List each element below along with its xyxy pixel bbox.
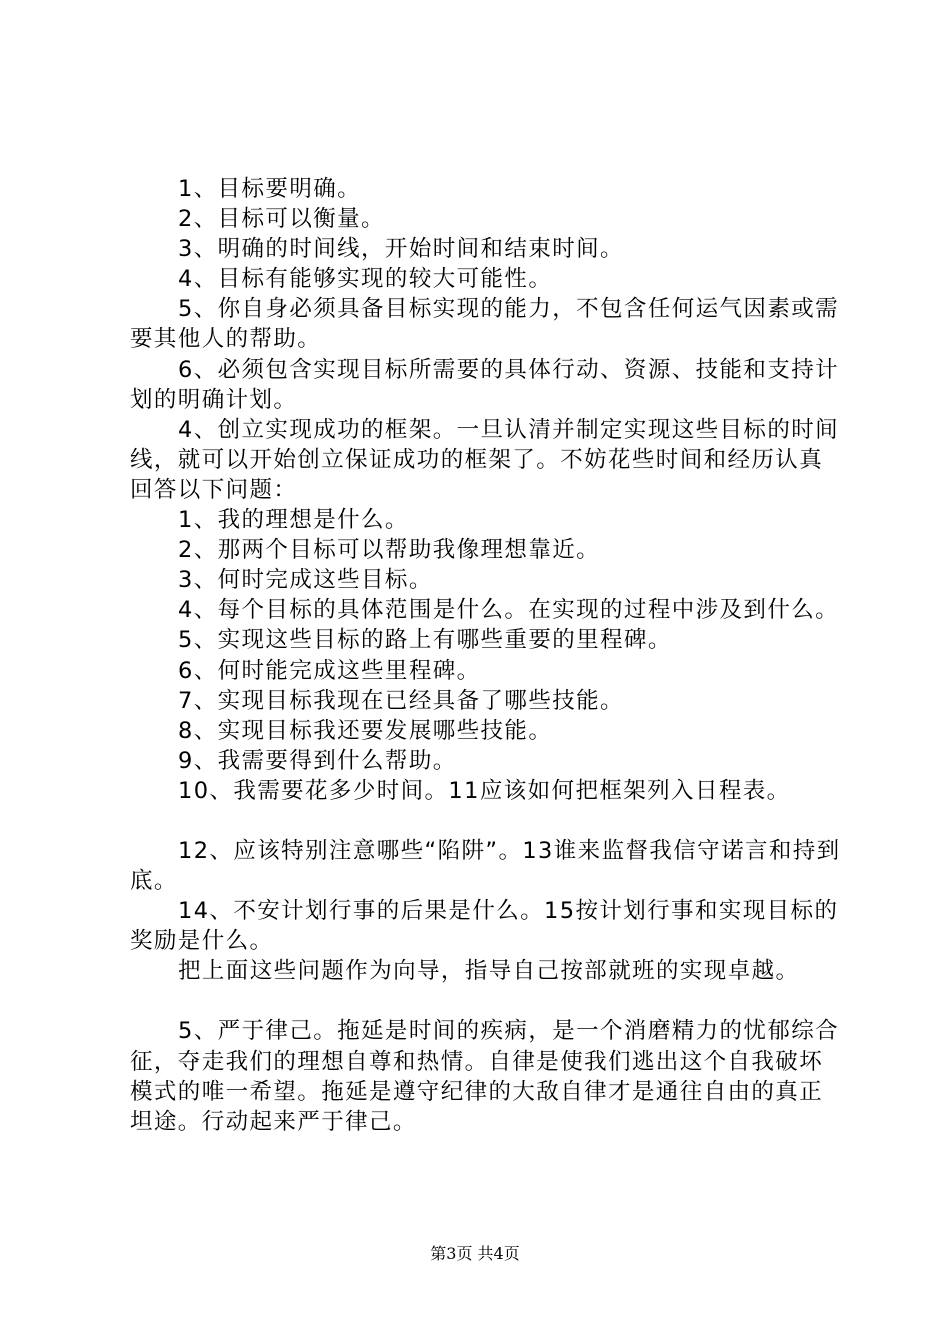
summary-paragraph: 把上面这些问题作为向导，指导自己按部就班的实现卓越。 [178,958,800,985]
section-paragraph: 4、创立实现成功的框架。一旦认清并制定实现这些目标的时间线，就可以开始创立保证成功的框架了。不妨花些时间和经历认真回答以下问题： [130,416,840,503]
paragraph-spacer [130,806,842,836]
list-item: 12、应该特别注意哪些“陷阱”。13谁来监督我信守诺言和持到底。 [130,837,841,895]
section-paragraph: 5、严于律己。拖延是时间的疾病，是一个消磨精力的忧郁综合征，夺走我们的理想自尊和热情。自律是使我们逃出这个自我破坏模式的唯一希望。拖延是遵守纪律的大敌自律才是通往自由的真正坦途。行动起来严于律己。 [130,1018,840,1135]
list-item: 1、目标要明确。 [178,176,362,202]
page-footer: 第3页 共4页 [430,1244,520,1263]
list-item: 5、你自身必须具备目标实现的能力，不包含任何运气因素或需要其他人的帮助。 [130,296,840,353]
list-item: 6、何时能完成这些里程碑。 [178,657,481,684]
list-item: 4、每个目标的具体范围是什么。在实现的过程中涉及到什么。 [178,597,840,624]
paragraph-spacer [130,986,842,1016]
list-item: 2、目标可以衡量。 [178,206,385,233]
list-item: 4、目标有能够实现的较大可能性。 [178,266,553,293]
list-item: 6、必须包含实现目标所需要的具体行动、资源、技能和支持计划的明确计划。 [130,356,840,413]
list-item: 5、实现这些目标的路上有哪些重要的里程碑。 [178,627,672,654]
list-item: 2、那两个目标可以帮助我像理想靠近。 [178,537,601,564]
list-item: 7、实现目标我现在已经具备了哪些技能。 [178,687,624,714]
list-item: 10、我需要花多少时间。11应该如何把框架列入日程表。 [178,777,791,804]
list-item: 3、明确的时间线，开始时间和结束时间。 [178,236,624,263]
list-item: 8、实现目标我还要发展哪些技能。 [178,717,553,744]
list-item: 1、我的理想是什么。 [178,507,409,534]
list-item: 3、何时完成这些目标。 [178,567,433,594]
document-body [130,174,842,1137]
list-item: 9、我需要得到什么帮助。 [178,747,457,774]
list-item: 14、不安计划行事的后果是什么。15按计划行事和实现目标的奖励是什么。 [130,898,839,955]
